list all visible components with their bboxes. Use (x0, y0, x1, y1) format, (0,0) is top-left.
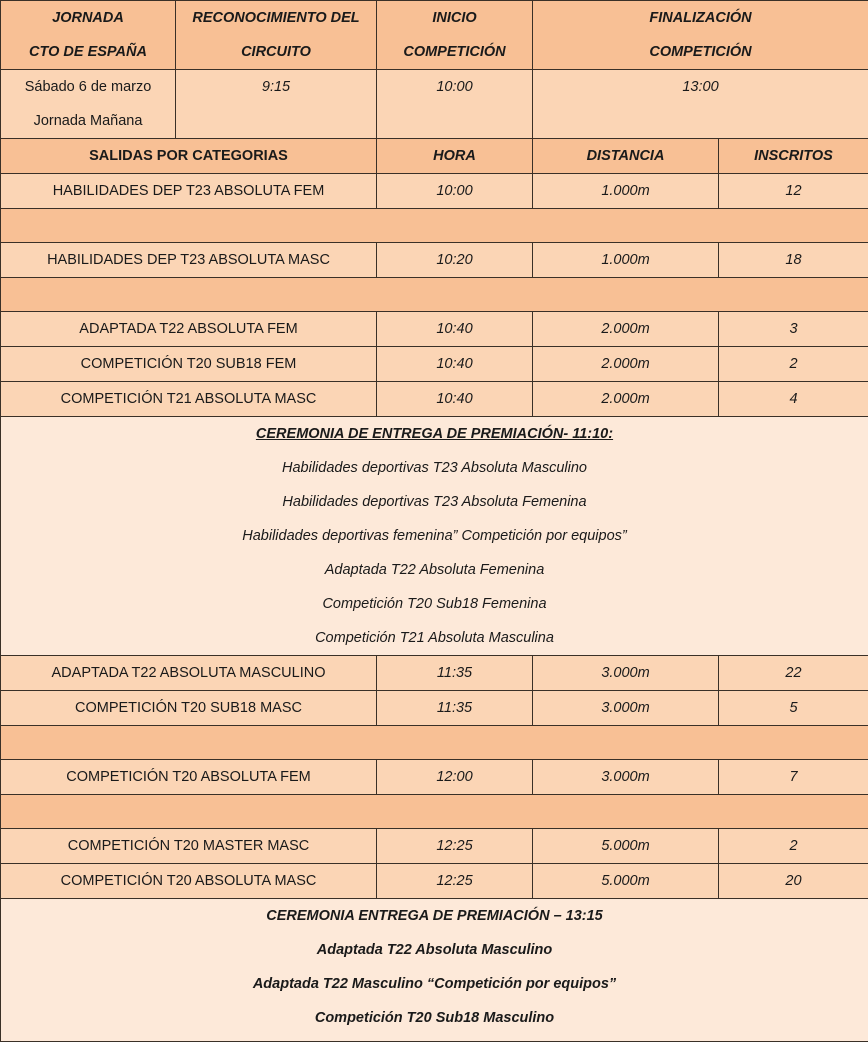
race-hora: 12:25 (377, 864, 533, 899)
race-row (1, 347, 868, 382)
race-distancia: 2.000m (533, 312, 719, 347)
info-jornada-session: Jornada Mañana (1, 104, 175, 138)
race-categoria: HABILIDADES DEP T23 ABSOLUTA MASC (1, 243, 377, 278)
race-distancia: 1.000m (533, 174, 719, 209)
header-inicio-line1: INICIO (377, 1, 532, 35)
ceremony-item: Competición T20 Sub18 Femenina (1, 587, 868, 621)
header-jornada-line2: CTO DE ESPAÑA (1, 35, 175, 69)
ceremony-row (1, 899, 868, 1042)
race-hora: 12:00 (377, 760, 533, 795)
race-categoria: ADAPTADA T22 ABSOLUTA FEM (1, 312, 377, 347)
race-distancia: 2.000m (533, 347, 719, 382)
ceremony-item: Competición T20 Sub18 Masculino (1, 1001, 868, 1035)
header-row (1, 1, 868, 70)
header-reconocimiento-line2: CIRCUITO (176, 35, 376, 69)
race-categoria: HABILIDADES DEP T23 ABSOLUTA FEM (1, 174, 377, 209)
header-reconocimiento-line1: RECONOCIMIENTO DEL (176, 1, 376, 35)
header-inicio-line2: COMPETICIÓN (377, 35, 532, 69)
header-inicio (377, 1, 533, 70)
race-distancia: 1.000m (533, 243, 719, 278)
race-distancia: 5.000m (533, 864, 719, 899)
race-row (1, 174, 868, 209)
race-inscritos: 7 (719, 760, 868, 795)
race-inscritos: 4 (719, 382, 868, 417)
separator (1, 278, 868, 312)
race-categoria: COMPETICIÓN T20 MASTER MASC (1, 829, 377, 864)
columns-row (1, 139, 868, 174)
separator-row (1, 795, 868, 829)
race-inscritos: 2 (719, 829, 868, 864)
race-hora: 10:20 (377, 243, 533, 278)
race-row (1, 864, 868, 899)
race-row (1, 760, 868, 795)
race-categoria: ADAPTADA T22 ABSOLUTA MASCULINO (1, 656, 377, 691)
race-inscritos: 3 (719, 312, 868, 347)
race-categoria: COMPETICIÓN T20 SUB18 FEM (1, 347, 377, 382)
separator-row (1, 726, 868, 760)
ceremony-block-2 (1, 899, 868, 1042)
separator-row (1, 209, 868, 243)
column-distancia: DISTANCIA (533, 139, 719, 174)
ceremony-item: Habilidades deportivas femenina” Competición por equipos” (1, 519, 868, 553)
race-row (1, 382, 868, 417)
separator-row (1, 278, 868, 312)
ceremony-item: Adaptada T22 Absoluta Masculino (1, 933, 868, 967)
race-hora: 10:00 (377, 174, 533, 209)
race-row (1, 656, 868, 691)
race-hora: 10:40 (377, 347, 533, 382)
separator (1, 209, 868, 243)
info-inicio: 10:00 (377, 70, 533, 139)
ceremony-block-1 (1, 417, 868, 656)
header-jornada-line1: JORNADA (1, 1, 175, 35)
info-jornada (1, 70, 176, 139)
race-distancia: 3.000m (533, 760, 719, 795)
column-inscritos: INSCRITOS (719, 139, 868, 174)
info-finalizacion: 13:00 (533, 70, 868, 139)
race-distancia: 2.000m (533, 382, 719, 417)
race-distancia: 5.000m (533, 829, 719, 864)
ceremony-title: CEREMONIA DE ENTREGA DE PREMIACIÓN- 11:10: (1, 417, 868, 451)
column-salidas: SALIDAS POR CATEGORIAS (1, 139, 377, 174)
ceremony-item: Habilidades deportivas T23 Absoluta Femenina (1, 485, 868, 519)
race-distancia: 3.000m (533, 656, 719, 691)
race-inscritos: 18 (719, 243, 868, 278)
race-categoria: COMPETICIÓN T20 ABSOLUTA FEM (1, 760, 377, 795)
race-hora: 12:25 (377, 829, 533, 864)
info-row (1, 70, 868, 139)
race-inscritos: 12 (719, 174, 868, 209)
header-finalizacion-line1: FINALIZACIÓN (533, 1, 868, 35)
race-row (1, 691, 868, 726)
ceremony-item: Adaptada T22 Masculino “Competición por equipos” (1, 967, 868, 1001)
header-jornada (1, 1, 176, 70)
header-finalizacion (533, 1, 868, 70)
header-reconocimiento (176, 1, 377, 70)
ceremony-item: Habilidades deportivas T23 Absoluta Masculino (1, 451, 868, 485)
race-inscritos: 2 (719, 347, 868, 382)
race-inscritos: 5 (719, 691, 868, 726)
race-hora: 10:40 (377, 382, 533, 417)
race-inscritos: 22 (719, 656, 868, 691)
ceremony-title: CEREMONIA ENTREGA DE PREMIACIÓN – 13:15 (1, 899, 868, 933)
ceremony-item: Adaptada T22 Absoluta Femenina (1, 553, 868, 587)
separator (1, 795, 868, 829)
info-jornada-date: Sábado 6 de marzo (1, 70, 175, 104)
race-hora: 11:35 (377, 691, 533, 726)
race-categoria: COMPETICIÓN T21 ABSOLUTA MASC (1, 382, 377, 417)
info-reconocimiento: 9:15 (176, 70, 377, 139)
header-finalizacion-line2: COMPETICIÓN (533, 35, 868, 69)
column-hora: HORA (377, 139, 533, 174)
race-categoria: COMPETICIÓN T20 SUB18 MASC (1, 691, 377, 726)
race-row (1, 243, 868, 278)
race-inscritos: 20 (719, 864, 868, 899)
race-hora: 11:35 (377, 656, 533, 691)
race-row (1, 312, 868, 347)
race-categoria: COMPETICIÓN T20 ABSOLUTA MASC (1, 864, 377, 899)
race-distancia: 3.000m (533, 691, 719, 726)
race-hora: 10:40 (377, 312, 533, 347)
ceremony-row (1, 417, 868, 656)
race-row (1, 829, 868, 864)
ceremony-item: Competición T21 Absoluta Masculina (1, 621, 868, 655)
separator (1, 726, 868, 760)
